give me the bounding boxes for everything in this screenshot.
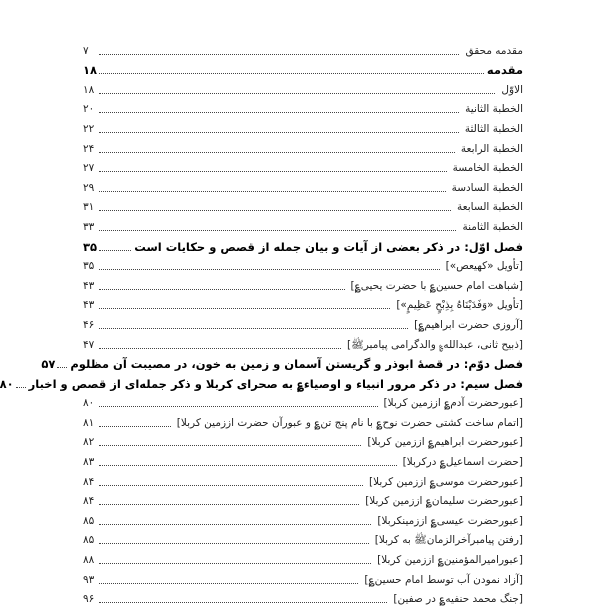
entry-page-number: ۸۸ — [83, 554, 95, 567]
toc-entry[interactable] — [83, 116, 523, 136]
toc-chapter-entry[interactable] — [83, 58, 523, 78]
toc-entry[interactable] — [83, 332, 523, 352]
toc-entry[interactable] — [83, 587, 523, 606]
entry-title: الخطبة الثامنة — [462, 220, 523, 233]
toc-chapter-entry[interactable] — [0, 371, 523, 391]
dot-leader — [99, 602, 387, 603]
dot-leader — [99, 348, 341, 349]
entry-page-number: ۳۳ — [83, 220, 95, 233]
entry-title: الاوّل — [501, 83, 523, 96]
entry-page-number: ۱۸ — [83, 63, 98, 78]
toc-chapter-entry[interactable] — [41, 352, 523, 372]
entry-page-number: ۸۱ — [83, 416, 95, 429]
dot-leader — [99, 426, 171, 427]
entry-page-number: ۳۵ — [83, 260, 95, 273]
toc-entry[interactable] — [83, 97, 523, 117]
toc-chapter-entry[interactable] — [83, 234, 523, 254]
entry-page-number: ۸۰ — [0, 376, 14, 391]
toc-entry[interactable] — [83, 312, 523, 332]
toc-entry[interactable] — [83, 449, 523, 469]
entry-title: [عبورحضرت ابراهیم؏ اززمین کربلا] — [367, 436, 523, 449]
entry-title: [شباهت امام حسین؏ با حضرت یحیی؏] — [350, 279, 523, 292]
entry-title: [آروزی حضرت ابراهیم؏] — [414, 318, 523, 331]
entry-title: الخطبة الثالثة — [464, 122, 523, 135]
dot-leader — [99, 289, 345, 290]
entry-page-number: ۸۲ — [83, 436, 95, 449]
toc-entry[interactable] — [83, 567, 523, 587]
entry-page-number: ۲۷ — [83, 162, 95, 175]
dot-leader — [99, 73, 484, 74]
entry-page-number: ۱۸ — [83, 83, 95, 96]
entry-page-number: ۲۴ — [83, 142, 95, 155]
entry-title: مقدمه محقق — [465, 44, 523, 57]
entry-title: الخطبة الخامسة — [452, 162, 523, 175]
dot-leader — [99, 250, 131, 251]
toc-entry[interactable] — [83, 391, 523, 411]
entry-title: فصل دوّم: در قصۀ ابوذر و گریستن آسمان و زمین به خون، در مصیبت آن مظلوم — [70, 357, 523, 372]
entry-title: [ذبیح ثانی، عبدالله؏ والدگرامی پیامبرﷺ] — [346, 338, 523, 351]
entry-title: [تأویل «کهیعص»] — [445, 260, 523, 273]
toc-entry[interactable] — [83, 430, 523, 450]
toc-entry[interactable] — [83, 136, 523, 156]
entry-page-number: ۸۵ — [83, 534, 95, 547]
dot-leader — [99, 485, 363, 486]
entry-title: الخطبة الثانية — [465, 103, 523, 116]
toc-entry[interactable] — [83, 293, 523, 313]
entry-page-number: ۹۶ — [83, 593, 95, 606]
entry-title: فصل اوّل: در ذکر بعضی از آیات و بیان جمله از قصص و حکایات است — [134, 239, 523, 254]
toc-entry[interactable] — [83, 410, 523, 430]
toc-entry[interactable] — [83, 489, 523, 509]
dot-leader — [99, 171, 447, 172]
dot-leader — [99, 132, 459, 133]
dot-leader — [99, 445, 361, 446]
entry-page-number: ۴۳ — [83, 279, 95, 292]
entry-page-number: ۴۷ — [83, 338, 95, 351]
dot-leader — [99, 524, 371, 525]
entry-page-number: ۳۵ — [83, 239, 98, 254]
entry-page-number: ۸۵ — [83, 514, 95, 527]
entry-title: [تأویل «وَفَدَيْنَاهُ بِذِبْحٍ عَظِيمٍ»] — [396, 299, 523, 312]
toc-entry[interactable] — [83, 175, 523, 195]
toc-entry[interactable] — [83, 195, 523, 215]
toc-entry[interactable] — [83, 38, 523, 58]
dot-leader — [57, 367, 67, 368]
dot-leader — [16, 387, 26, 388]
entry-title: الخطبة السابعة — [457, 201, 523, 214]
entry-page-number: ۸۳ — [83, 456, 95, 469]
dot-leader — [99, 269, 440, 270]
dot-leader — [99, 93, 495, 94]
entry-title: [اتمام ساخت کشتی حضرت نوح؏ با نام پنج تن؏ و عبورآن حضرت اززمین کربلا] — [176, 416, 523, 429]
dot-leader — [99, 328, 408, 329]
entry-page-number: ۵۷ — [41, 357, 56, 372]
dot-leader — [99, 308, 390, 309]
entry-title: [عبورحضرت سلیمان؏ اززمین کربلا] — [365, 495, 523, 508]
entry-page-number: ۴۶ — [83, 318, 95, 331]
toc-entry[interactable] — [83, 214, 523, 234]
dot-leader — [99, 152, 455, 153]
dot-leader — [99, 543, 369, 544]
toc-entry[interactable] — [83, 254, 523, 274]
table-of-contents — [0, 38, 523, 606]
entry-title: فصل سیم: در ذکر مرور انبیاء و اوصیاء؏ به صحرای کربلا و ذکر جمله‌ای از قصص و اخبار — [28, 376, 523, 391]
entry-page-number: ۲۹ — [83, 181, 95, 194]
entry-title: مقدمه — [486, 63, 523, 78]
entry-page-number: ۸۰ — [83, 397, 95, 410]
toc-entry[interactable] — [83, 469, 523, 489]
entry-title: [حضرت اسماعیل؏ درکربلا] — [402, 456, 523, 469]
entry-page-number: ۹۳ — [83, 573, 95, 586]
entry-title: [عبورحضرت عیسی؏ اززمینکربلا] — [377, 514, 523, 527]
entry-title: [رفتن پیامبرآخرالزمانﷺ به کربلا] — [374, 534, 523, 547]
dot-leader — [99, 230, 456, 231]
dot-leader — [99, 54, 459, 55]
entry-page-number: ۳۱ — [83, 201, 95, 214]
dot-leader — [99, 465, 397, 466]
toc-entry[interactable] — [83, 273, 523, 293]
dot-leader — [99, 112, 459, 113]
entry-page-number: ۸۴ — [83, 495, 95, 508]
dot-leader — [99, 406, 378, 407]
entry-page-number: ۴۳ — [83, 299, 95, 312]
entry-title: [عبورحضرت آدم؏ اززمین کربلا] — [383, 397, 523, 410]
entry-title: [جنگ محمد حنفیه؏ در صفین] — [393, 593, 523, 606]
toc-entry[interactable] — [83, 508, 523, 528]
toc-entry[interactable] — [83, 77, 523, 97]
dot-leader — [99, 210, 451, 211]
entry-page-number: ۷ — [83, 44, 89, 57]
entry-page-number: ۸۴ — [83, 475, 95, 488]
entry-title: الخطبة السادسة — [451, 181, 523, 194]
toc-entry[interactable] — [83, 528, 523, 548]
entry-page-number: ۲۲ — [83, 122, 95, 135]
dot-leader — [99, 504, 359, 505]
toc-entry[interactable] — [83, 156, 523, 176]
entry-page-number: ۲۰ — [83, 103, 95, 116]
entry-title: [عبورامیرالمؤمنین؏ اززمین کربلا] — [377, 554, 523, 567]
entry-title: الخطبة الرابعة — [460, 142, 523, 155]
entry-title: [آزاد نمودن آب توسط امام حسین؏] — [364, 573, 523, 586]
dot-leader — [99, 563, 371, 564]
entry-title: [عبورحضرت موسی؏ اززمین کربلا] — [369, 475, 523, 488]
toc-entry[interactable] — [83, 547, 523, 567]
dot-leader — [99, 191, 446, 192]
dot-leader — [99, 583, 358, 584]
